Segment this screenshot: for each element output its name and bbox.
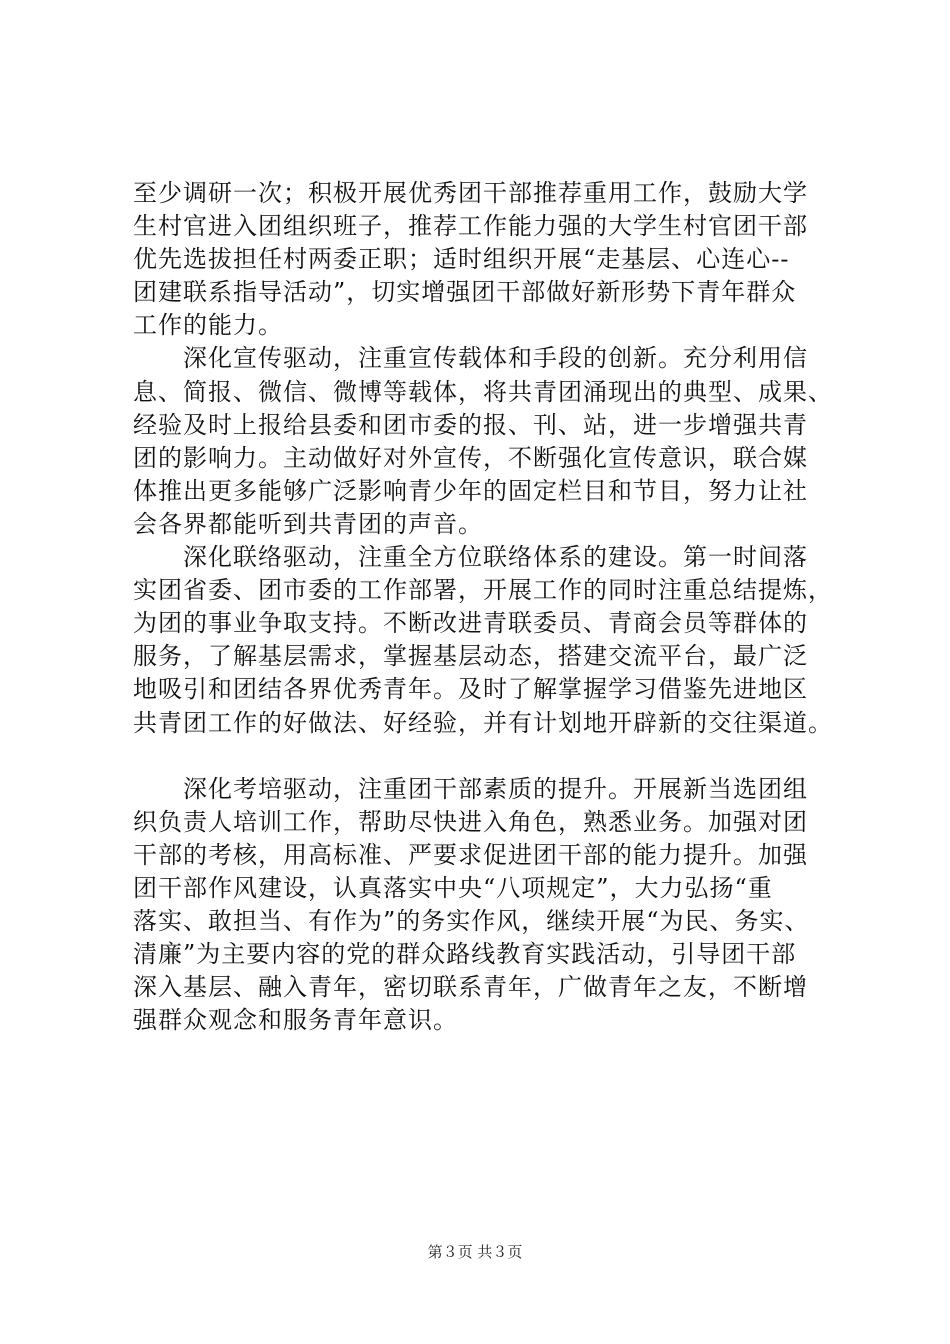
text-line: 为团的事业争取支持。不断改进青联委员、青商会员等群体的 <box>133 609 808 638</box>
text-line: 团干部作风建设，认真落实中央“八项规定”，大力弘扬“重 <box>133 873 773 902</box>
text-line: 息、简报、微信、微博等载体，将共青团涌现出的典型、成果、 <box>133 377 833 406</box>
text-line: 深入基层、融入青年，密切联系青年，广做青年之友，不断增 <box>133 973 808 1002</box>
text-line: 强群众观念和服务青年意识。 <box>133 1006 458 1035</box>
text-line: 至少调研一次；积极开展优秀团干部推荐重用工作，鼓励大学 <box>133 179 808 207</box>
text-line: 清廉”为主要内容的党的群众路线教育实践活动，引导团干部 <box>133 940 797 969</box>
text-line: 生村官进入团组织班子，推荐工作能力强的大学生村官团干部 <box>133 212 808 241</box>
blank-line <box>133 740 833 773</box>
text-line: 织负责人培训工作，帮助尽快进入角色，熟悉业务。加强对团 <box>133 807 808 836</box>
text-line: 深化宣传驱动，注重宣传载体和手段的创新。充分利用信 <box>133 344 808 373</box>
text-line: 团的影响力。主动做好对外宣传，不断强化宣传意识，联合媒 <box>133 443 808 472</box>
text-line: 体推出更多能够广泛影响青少年的固定栏目和节目，努力让社 <box>133 476 808 505</box>
text-line: 团建联系指导活动”，切实增强团干部做好新形势下青年群众 <box>133 278 797 307</box>
text-line: 落实、敢担当、有作为”的务实作风，继续开展“为民、务实、 <box>133 907 810 936</box>
text-line: 深化考培驱动，注重团干部素质的提升。开展新当选团组 <box>133 774 808 803</box>
document-body <box>133 177 833 1037</box>
text-line: 干部的考核，用高标准、严要求促进团干部的能力提升。加强 <box>133 840 808 869</box>
text-line: 地吸引和团结各界优秀青年。及时了解掌握学习借鉴先进地区 <box>133 675 808 704</box>
page-footer: 第３页 共３页 <box>427 1243 523 1261</box>
text-line: 服务，了解基层需求，掌握基层动态，搭建交流平台，最广泛 <box>133 642 808 671</box>
text-line: 共青团工作的好做法、好经验，并有计划地开辟新的交往渠道。 <box>133 708 833 737</box>
text-line: 优先选拔担任村两委正职；适时组织开展“走基层、心连心-- <box>133 245 790 274</box>
text-line: 会各界都能听到共青团的声音。 <box>133 509 483 538</box>
text-line: 工作的能力。 <box>133 311 283 340</box>
text-line: 实团省委、团市委的工作部署，开展工作的同时注重总结提炼， <box>133 576 833 605</box>
text-line: 经验及时上报给县委和团市委的报、刊、站，进一步增强共青 <box>133 410 808 439</box>
text-line: 深化联络驱动，注重全方位联络体系的建设。第一时间落 <box>133 543 808 572</box>
